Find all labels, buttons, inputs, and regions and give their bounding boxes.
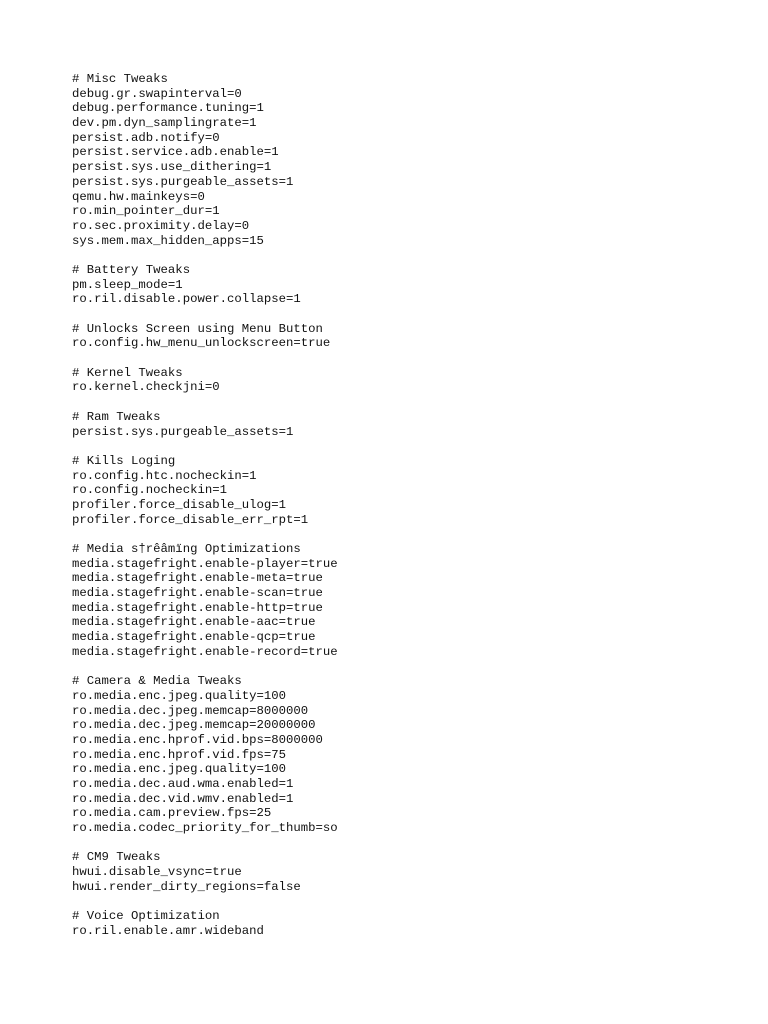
config-line: media.stagefright.enable-meta=true [72, 571, 323, 586]
config-line: sys.mem.max_hidden_apps=15 [72, 233, 264, 248]
config-section [72, 410, 752, 439]
config-line: persist.sys.use_dithering=1 [72, 160, 272, 175]
config-line: persist.sys.purgeable_assets=1 [72, 174, 294, 189]
config-line: qemu.hw.mainkeys=0 [72, 189, 205, 204]
config-section [72, 542, 752, 660]
config-line: ro.media.codec_priority_for_thumb=so [72, 821, 338, 836]
config-line: ro.media.dec.jpeg.memcap=20000000 [72, 718, 316, 733]
config-line: ro.media.enc.jpeg.quality=100 [72, 762, 287, 777]
config-section [72, 909, 752, 938]
document-page [72, 72, 752, 953]
config-line: ro.media.cam.preview.fps=25 [72, 806, 272, 821]
config-line: ro.media.dec.vid.wmv.enabled=1 [72, 791, 294, 806]
config-line: hwui.render_dirty_regions=false [72, 879, 301, 894]
config-line: ro.kernel.checkjni=0 [72, 380, 220, 395]
config-line: ro.sec.proximity.delay=0 [72, 218, 250, 233]
config-line: persist.sys.purgeable_assets=1 [72, 424, 294, 439]
config-section [72, 674, 752, 836]
config-line: ro.media.dec.aud.wma.enabled=1 [72, 777, 294, 791]
section-heading: # Kills Loging [72, 453, 176, 468]
config-line: media.stagefright.enable-scan=true [72, 586, 323, 601]
config-line: ro.config.hw_menu_unlockscreen=true [72, 336, 331, 351]
config-line: ro.media.enc.hprof.vid.bps=8000000 [72, 732, 323, 747]
config-line: media.stagefright.enable-record=true [72, 644, 338, 659]
config-line: persist.adb.notify=0 [72, 130, 220, 145]
config-line: ro.ril.disable.power.collapse=1 [72, 292, 301, 307]
config-line: debug.gr.swapinterval=0 [72, 86, 242, 101]
section-heading: # Kernel Tweaks [72, 365, 183, 380]
config-line: ro.ril.enable.amr.wideband [72, 923, 264, 938]
section-heading: # CM9 Tweaks [72, 850, 161, 865]
config-line: ro.media.enc.jpeg.quality=100 [72, 688, 287, 703]
section-heading: # Voice Optimization [72, 909, 220, 924]
config-line: media.stagefright.enable-http=true [72, 600, 323, 615]
config-line: hwui.disable_vsync=true [72, 865, 242, 880]
config-line: ro.media.dec.jpeg.memcap=8000000 [72, 703, 309, 718]
config-line: dev.pm.dyn_samplingrate=1 [72, 116, 257, 131]
section-heading: # Camera & Media Tweaks [72, 674, 242, 689]
config-line: debug.performance.tuning=1 [72, 101, 264, 116]
config-section [72, 72, 752, 248]
section-heading: # Misc Tweaks [72, 72, 168, 86]
config-line: ro.min_pointer_dur=1 [72, 204, 220, 219]
section-heading: # Battery Tweaks [72, 262, 191, 277]
config-line: ro.media.enc.hprof.vid.fps=75 [72, 747, 287, 762]
config-line: pm.sleep_mode=1 [72, 277, 183, 292]
config-section [72, 263, 752, 307]
section-heading: # Ram Tweaks [72, 409, 161, 424]
config-line: media.stagefright.enable-player=true [72, 556, 338, 571]
config-line: profiler.force_disable_ulog=1 [72, 497, 287, 512]
config-section [72, 454, 752, 527]
config-line: persist.service.adb.enable=1 [72, 145, 279, 160]
config-line: ro.config.nocheckin=1 [72, 483, 227, 498]
section-heading: # Media s†rêâmïng Optimizations [72, 542, 301, 556]
config-section [72, 850, 752, 894]
config-line: ro.config.htc.nocheckin=1 [72, 468, 257, 483]
config-section [72, 366, 752, 395]
config-line: media.stagefright.enable-qcp=true [72, 630, 316, 645]
section-heading: # Unlocks Screen using Menu Button [72, 321, 323, 336]
config-line: media.stagefright.enable-aac=true [72, 615, 316, 630]
config-section [72, 322, 752, 351]
config-line: profiler.force_disable_err_rpt=1 [72, 512, 309, 527]
